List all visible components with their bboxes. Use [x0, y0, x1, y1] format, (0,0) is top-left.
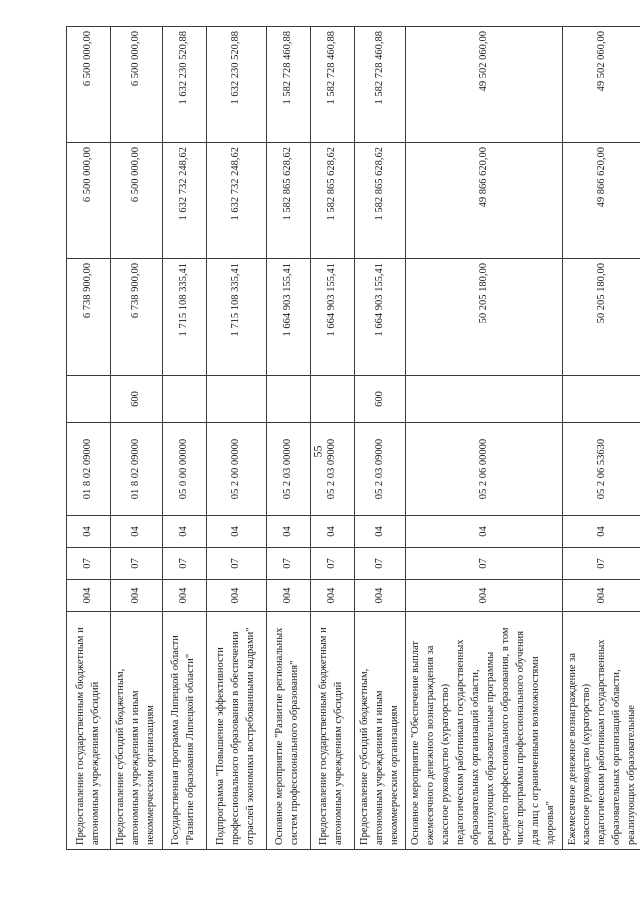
subsection-code: 04 — [406, 516, 562, 548]
amount-col2: 6 500 000,00 — [67, 143, 111, 259]
target-code: 05 2 03 09000 — [310, 423, 354, 516]
target-code: 05 2 06 53630 — [562, 423, 640, 516]
ministry-code: 004 — [406, 580, 562, 612]
amount-col2: 1 632 732 248,62 — [206, 143, 266, 259]
expense-type-code — [206, 376, 266, 423]
subsection-code: 04 — [266, 516, 310, 548]
section-code: 07 — [406, 548, 562, 580]
amount-col1: 50 205 180,00 — [406, 259, 562, 376]
expense-type-code — [310, 376, 354, 423]
amount-col3: 1 582 728 460,88 — [354, 27, 406, 143]
amount-col2: 1 582 865 628,62 — [354, 143, 406, 259]
subsection-code: 04 — [310, 516, 354, 548]
subsection-code: 04 — [562, 516, 640, 548]
amount-col1: 1 664 903 155,41 — [354, 259, 406, 376]
expense-type-code: 600 — [354, 376, 406, 423]
expense-type-code — [406, 376, 562, 423]
target-code: 05 2 06 00000 — [406, 423, 562, 516]
row-name: Государственная программа Липецкой области "Развитие образования Липецкой области" — [162, 612, 206, 850]
section-code: 07 — [206, 548, 266, 580]
amount-col3: 1 582 728 460,88 — [266, 27, 310, 143]
amount-col3: 1 632 230 520,88 — [162, 27, 206, 143]
amount-col1: 1 715 108 335,41 — [162, 259, 206, 376]
amount-col3: 1 632 230 520,88 — [206, 27, 266, 143]
table-row — [266, 27, 310, 850]
amount-col2: 49 866 620,00 — [562, 143, 640, 259]
amount-col3: 1 582 728 460,88 — [310, 27, 354, 143]
row-name: Подпрограмма "Повышение эффективности профессионального образования в обеспечении отраслей экономики востребованными кадрами" — [206, 612, 266, 850]
row-name: Предоставление государственным бюджетным и автономным учреждениям субсидий — [310, 612, 354, 850]
amount-col3: 6 500 000,00 — [111, 27, 163, 143]
amount-col2: 49 866 620,00 — [406, 143, 562, 259]
amount-col2: 1 632 732 248,62 — [162, 143, 206, 259]
rotated-page — [66, 27, 638, 850]
amount-col1: 6 738 900,00 — [111, 259, 163, 376]
table-row — [162, 27, 206, 850]
target-code: 05 0 00 00000 — [162, 423, 206, 516]
ministry-code: 004 — [562, 580, 640, 612]
ministry-code: 004 — [354, 580, 406, 612]
subsection-code: 04 — [354, 516, 406, 548]
table-row — [206, 27, 266, 850]
target-code: 01 8 02 09000 — [67, 423, 111, 516]
section-code: 07 — [562, 548, 640, 580]
ministry-code: 004 — [310, 580, 354, 612]
expense-type-code — [67, 376, 111, 423]
section-code: 07 — [310, 548, 354, 580]
amount-col2: 1 582 865 628,62 — [266, 143, 310, 259]
amount-col3: 6 500 000,00 — [67, 27, 111, 143]
table-row — [562, 27, 640, 850]
subsection-code: 04 — [67, 516, 111, 548]
table-row — [67, 27, 111, 850]
section-code: 07 — [266, 548, 310, 580]
page-number: 55 — [310, 445, 325, 458]
expense-type-code: 600 — [111, 376, 163, 423]
amount-col1: 50 205 180,00 — [562, 259, 640, 376]
amount-col1: 6 738 900,00 — [67, 259, 111, 376]
subsection-code: 04 — [162, 516, 206, 548]
budget-table — [66, 26, 640, 850]
amount-col2: 1 582 865 628,62 — [310, 143, 354, 259]
section-code: 07 — [162, 548, 206, 580]
subsection-code: 04 — [206, 516, 266, 548]
amount-col1: 1 715 108 335,41 — [206, 259, 266, 376]
ministry-code: 004 — [111, 580, 163, 612]
subsection-code: 04 — [111, 516, 163, 548]
row-name: Предоставление субсидий бюджетным, автономным учреждениям и иным некоммерческим организациям — [354, 612, 406, 850]
amount-col3: 49 502 060,00 — [562, 27, 640, 143]
section-code: 07 — [67, 548, 111, 580]
section-code: 07 — [111, 548, 163, 580]
row-name: Ежемесячное денежное вознаграждение за классное руководство (кураторство) педагогическим работникам государственных образовательных организаций области, реализующих образовательные — [562, 612, 640, 850]
target-code: 05 2 03 00000 — [266, 423, 310, 516]
expense-type-code — [266, 376, 310, 423]
ministry-code: 004 — [266, 580, 310, 612]
ministry-code: 004 — [162, 580, 206, 612]
table-row — [406, 27, 562, 850]
table-row — [111, 27, 163, 850]
target-code: 05 2 03 09000 — [354, 423, 406, 516]
ministry-code: 004 — [206, 580, 266, 612]
amount-col3: 49 502 060,00 — [406, 27, 562, 143]
target-code: 01 8 02 09000 — [111, 423, 163, 516]
amount-col1: 1 664 903 155,41 — [310, 259, 354, 376]
expense-type-code — [562, 376, 640, 423]
amount-col2: 6 500 000,00 — [111, 143, 163, 259]
amount-col1: 1 664 903 155,41 — [266, 259, 310, 376]
row-name: Основное мероприятие "Обеспечение выплат ежемесячного денежного вознаграждения за классное руководство (кураторство) педагогическим работникам государственных образовательных организаций области, реализующих образовательные программы среднего профессионального образования, в том числе программы профессионального обучения для лиц с ограниченными возможностями здоровья" — [406, 612, 562, 850]
budget-rows — [67, 27, 640, 850]
row-name: Предоставление субсидий бюджетным, автономным учреждениям и иным некоммерческим организациям — [111, 612, 163, 850]
target-code: 05 2 00 00000 — [206, 423, 266, 516]
table-row — [310, 27, 354, 850]
section-code: 07 — [354, 548, 406, 580]
ministry-code: 004 — [67, 580, 111, 612]
expense-type-code — [162, 376, 206, 423]
row-name: Предоставление государственным бюджетным и автономным учреждениям субсидий — [67, 612, 111, 850]
row-name: Основное мероприятие "Развитие региональных систем профессионального образования" — [266, 612, 310, 850]
table-row — [354, 27, 406, 850]
